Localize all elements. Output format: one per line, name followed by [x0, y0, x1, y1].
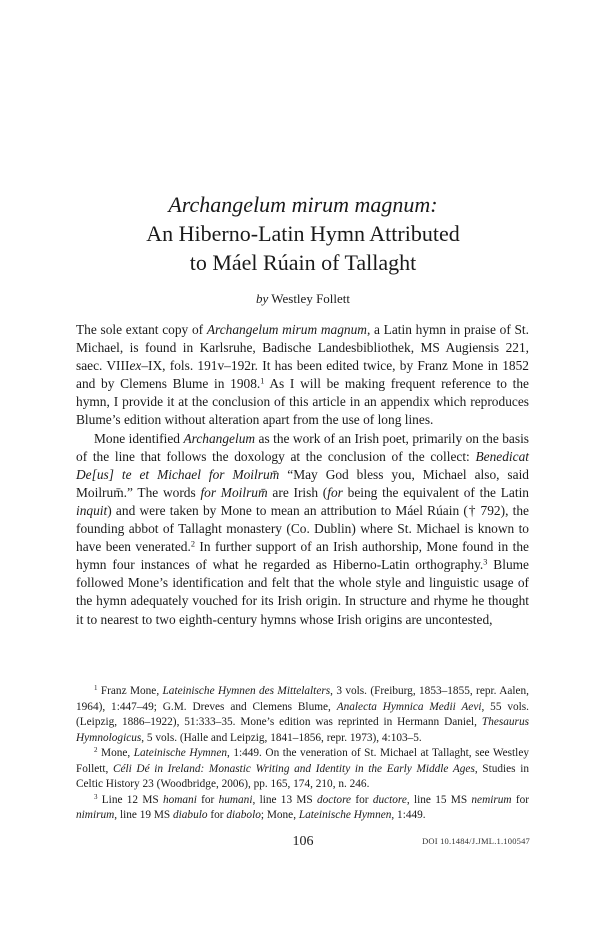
italic-text: inquit — [76, 502, 108, 518]
footnote-3 — [76, 793, 529, 824]
text: Line 12 MS — [97, 793, 163, 806]
italic-text: ductore — [372, 793, 407, 806]
italic-text: for Moilrum̄ — [200, 484, 268, 500]
italic-text: Benedicat De[us] te et Michael for Moilrum̄ — [76, 448, 529, 482]
text: , line 19 MS — [114, 809, 173, 821]
text: for — [511, 793, 530, 806]
text: for — [196, 793, 219, 806]
byline-prefix: by — [255, 291, 269, 306]
footnote-number: 3 — [94, 792, 98, 801]
text: ) and were taken by Mone to mean an attribution to Máel Rúain († 792), the founding abbot of Tallaght monastery (Co. Dublin) where St. Michael is known to have been venerated. — [76, 502, 529, 555]
text: In further support of an Irish authorship, Mone found in the hymn four instances of what he regarded as Hiberno-Latin orthography. — [76, 539, 529, 573]
text: are Irish ( — [267, 484, 328, 500]
italic-text: Thesaurus Hymnologicus — [76, 716, 529, 744]
italic-text: ex — [129, 358, 142, 374]
italic-text: nemirum — [471, 793, 512, 806]
italic-text: doctore — [316, 793, 352, 806]
italic-text: humani — [218, 793, 253, 806]
text: , line 15 MS — [406, 793, 472, 806]
paragraph-1 — [76, 321, 529, 430]
italic-text: for — [327, 484, 343, 500]
footnote-ref-3[interactable]: 3 — [483, 557, 488, 567]
text: for — [207, 809, 227, 821]
text: The sole extant copy of — [76, 322, 207, 337]
text: , line 13 MS — [252, 793, 317, 806]
text: –IX, fols. 191v–192r. It has been edited twice, by Franz Mone in 1852 and by Clemens Blume in 1908. — [76, 358, 529, 392]
title-line-2: An Hiberno-Latin Hymn Attributed — [146, 221, 460, 246]
text: , 55 vols. (Leipzig, 1886–1922), 51:333–35. Mone’s edition was reprinted in Hermann Daniel, — [76, 700, 529, 728]
text: as the work of an Irish poet, primarily on the basis of the line that follows the doxology at the conclusion of the collect: — [76, 430, 530, 464]
footnote-number: 1 — [94, 684, 98, 693]
italic-text: homani — [162, 793, 197, 806]
text: , 1:449. On the veneration of St. Michael at Tallaght, see Westley Follett, — [76, 747, 529, 775]
italic-text: Archangelum — [183, 430, 256, 446]
doi-label[interactable]: DOI 10.1484/J.JML.1.100547 — [422, 836, 530, 846]
title-line-1: Archangelum mirum magnum: — [168, 192, 438, 217]
title-line-3: to Máel Rúain of Tallaght — [189, 250, 417, 275]
text: Franz Mone, — [97, 685, 163, 697]
author-name: Westley Follett — [271, 291, 351, 306]
text: being the equivalent of the Latin — [342, 484, 529, 500]
text: Blume followed Mone’s identification and felt that the whole style and linguistic usage of the hymn adequately vouched for its Irish origin. In structure and rhyme he thought it to nearest to two eighth-century hymns whose Irish origins are uncontested, — [76, 557, 530, 627]
italic-text: Lateinische Hymnen — [133, 747, 227, 759]
text: Mone, — [97, 747, 134, 759]
italic-text: diabulo — [172, 809, 208, 821]
footnote-2 — [76, 746, 529, 793]
italic-text: Lateinische Hymnen — [298, 809, 392, 821]
text: , 1:449. — [391, 809, 426, 821]
footnote-ref-1[interactable]: 1 — [260, 376, 265, 386]
footnote-1 — [76, 684, 529, 746]
italic-text: nimirum — [76, 809, 115, 821]
italic-text: Céli Dé in Ireland: Monastic Writing and Identity in the Early Middle Ages — [112, 762, 475, 775]
italic-text: Analecta Hymnica Medii Aevi — [336, 700, 482, 713]
text: As I will be making frequent reference to the hymn, I provide it at the conclusion of this article in an appendix which reproduces Blume’s edition without alteration apart from the use of long lines. — [76, 376, 529, 428]
text: ; Mone, — [260, 809, 299, 821]
text: for — [351, 793, 373, 806]
article-body — [76, 321, 529, 629]
italic-text: Archangelum mirum magnum — [206, 322, 367, 337]
text: , 5 vols. (Halle and Leipzig, 1841–1856, repr. 1973), 4:103–5. — [141, 731, 422, 744]
footnote-ref-2[interactable]: 2 — [190, 539, 195, 549]
footnote-number: 2 — [94, 746, 98, 755]
text: “May God bless you, Michael also, said Moilrum̄.” The words — [76, 466, 530, 500]
text: , a Latin hymn in praise of St. Michael, is found in Karlsruhe, Badische Landesbibliothek, MS Augiensis 221, saec. VIII — [76, 322, 530, 374]
footnotes — [76, 684, 529, 824]
article-title — [76, 190, 530, 277]
page-number: 106 — [292, 834, 314, 849]
paragraph-2 — [76, 430, 529, 629]
text: , Studies in Celtic History 23 (Woodbridge, 2006), pp. 165, 174, 210, n. 246. — [76, 762, 529, 790]
text: , 3 vols. (Freiburg, 1853–1855, repr. Aalen, 1964), 1:447–49; G.M. Dreves and Clemens Blume, — [76, 685, 529, 713]
italic-text: diabolo — [226, 809, 261, 821]
italic-text: Lateinische Hymnen des Mittelalters — [162, 685, 331, 697]
author-byline — [76, 290, 530, 308]
text: Mone identified — [94, 430, 184, 446]
